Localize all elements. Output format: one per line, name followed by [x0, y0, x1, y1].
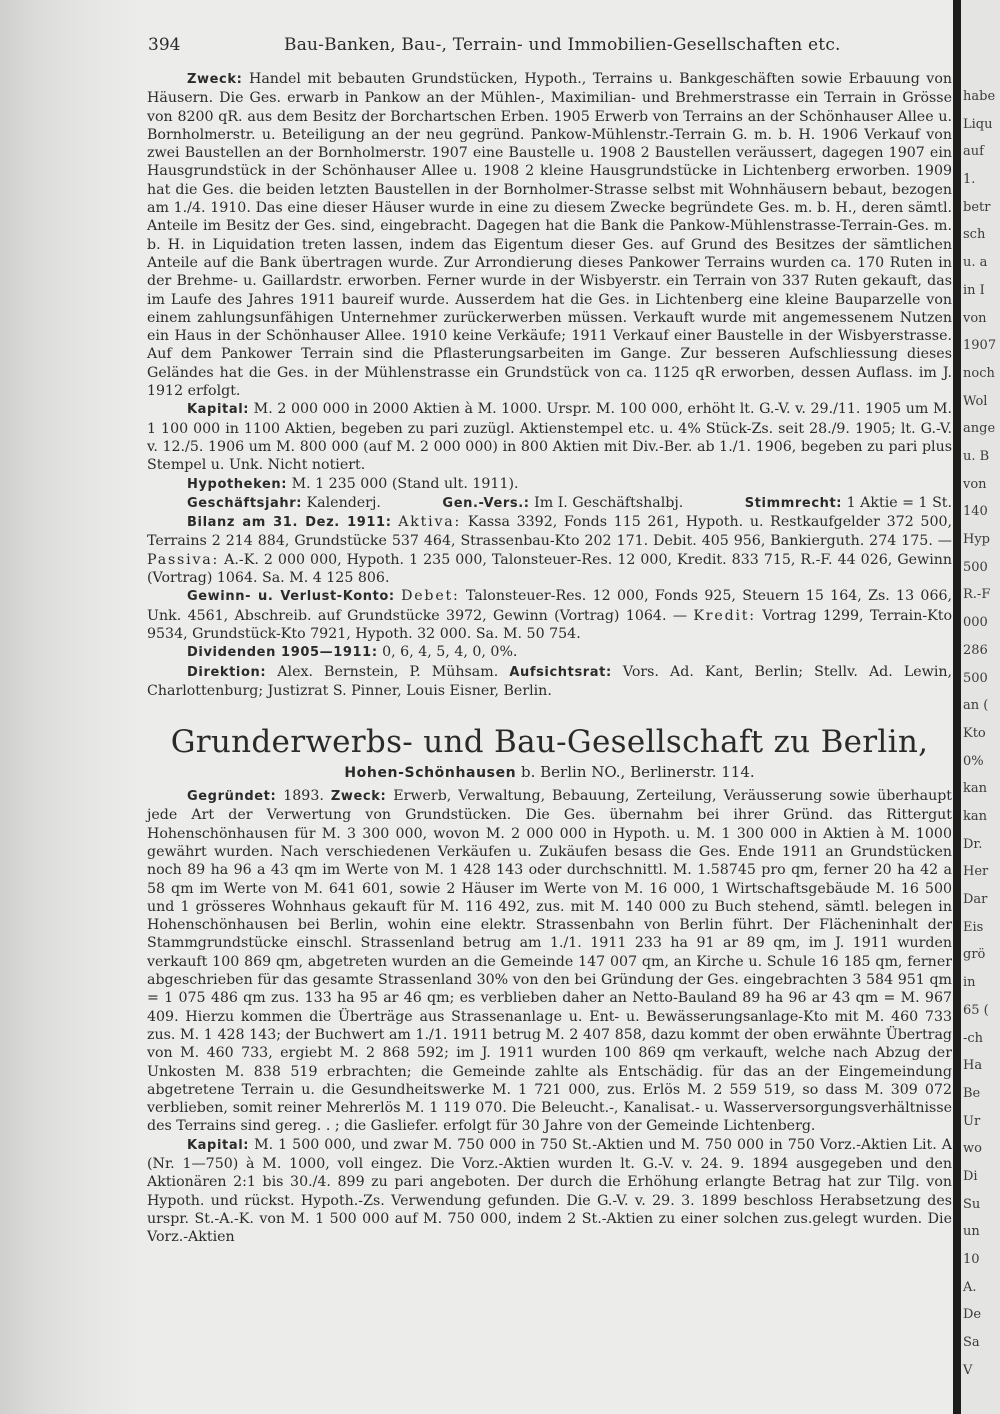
adjacent-page-fragment: -ch — [963, 1031, 984, 1046]
adjacent-page-fragment: ange — [963, 421, 996, 436]
adjacent-page-fragment: Kto — [963, 726, 986, 741]
adjacent-page-fragment: Sa — [963, 1335, 980, 1350]
adjacent-page-fragment: Dr. — [963, 837, 983, 852]
adjacent-page-fragment: u. B — [963, 449, 990, 464]
adjacent-page-fragment: Be — [963, 1086, 981, 1101]
adjacent-page-fragment: 000 — [963, 615, 988, 630]
adjacent-page-fragment: grö — [963, 947, 986, 962]
adjacent-page-fragment: wo — [963, 1141, 982, 1156]
adjacent-page-fragment: 0% — [963, 754, 984, 769]
entry2-kapital: Kapital: M. 1 500 000, und zwar M. 750 000 in 750 St.-Aktien und M. 750 000 in 750 Vorz.-Aktien Lit. A (Nr. 1—750) à M. 1000, voll eingez. Die Vorz.-Aktien wurden lt. G.-V. v. 24. 9. 1894 ausgegeben und den Aktionären 2:1 bis 30./4. 899 zu pari angeboten. Der durch die Erhöhung erlangte Betrag hat zur Tilg. von Hypoth. und rückst. Hypoth.-Zs. Verwendung gefunden. Die G.-V. v. 29. 3. 1899 beschloss Herabsetzung des urspr. St.-A.-K. von M. 1 500 000 auf M. 750 000, indem 2 St.-Aktien zu einer solchen zus.gelegt wurden. Die Vorz.-Aktien — [147, 1136, 952, 1246]
entry2-zweck: Gegründet: 1893. Zweck: Erwerb, Verwaltung, Bebauung, Zerteilung, Veräusserung sowie überhaupt jede Art der Verwertung von Grundstücken. Die Ges. übernahm bei ihrer Gründ. das Rittergut Hohenschönhausen für M. 3 300 000, wovon M. 2 000 000 in Hypoth. u. M. 1 300 000 in Aktien à M. 1000 gewährt wurden. Nach verschiedenen Verkäufen u. Zukäufen besass die Ges. Ende 1911 an Grundstücken noch 89 ha 96 a 43 qm im Werte von M. 1 428 143 oder durchschnittl. M. 1.58745 pro qm, ferner 20 ha 42 a 58 qm im Werte von M. 641 601, sowie 2 Häuser im Werte von M. 16 000, 1 Wirtschaftsgebäude M. 16 500 und 1 grösseres Wohnhaus gekauft für M. 116 492, zus. mit M. 140 000 zu Buch stehend, sämtl. belegen in Hohenschönhausen bei Berlin, wohin eine elektr. Strassenbahn von Berlin führt. Der Flächeninhalt der Stammgrundstücke einschl. Strassenland betrug am 1./1. 1911 233 ha 91 ar 89 qm, im J. 1911 wurden verkauft 100 869 qm, abgetreten wurden an die Gemeinde 147 007 qm, an Kirche u. Schule 16 185 qm, ferner abgeschrieben für das gesamte Strassenland 30% von den bei Gründung der Ges. eingebrachten 3 584 951 qm = 1 075 486 qm zus. 133 ha 95 ar 46 qm; es verblieben daher an Netto-Bauland 89 ha 96 ar 43 qm = M. 967 409. Hierzu kommen die Überträge aus Strassenanlage u. Ent- u. Bewässerungsanlage-Kto mit M. 460 733 zus. M. 1 428 143; der Buchwert am 1./1. 1911 betrug M. 2 407 858, dazu kommt der oben erwähnte Übertrag von M. 460 733, ergiebt M. 2 868 592; im J. 1911 wurden 100 869 qm verkauft, welche nach Abzug der Unkosten M. 838 519 erbrachten; die Gemeinde zahlte als Entschädig. für das an der Eingemeindung abgetretene Terrain u. die Gesundheitswerke M. 1 721 000, zus. Erlös M. 2 559 519, so dass M. 309 072 verblieben, somit reiner Mehrerlös M. 1 119 070. Die Beleucht.-, Kanalisat.- u. Wasserversorgungsverhältnisse des Terrains sind gereg. . ; die Gasliefer. erfolgt für 30 Jahre von der Gemeinde Lichtenberg. — [147, 788, 953, 1135]
adjacent-page-fragment: A. — [963, 1280, 977, 1295]
entry1-dividenden: Dividenden 1905—1911: 0, 6, 4, 5, 4, 0, 0%. — [187, 644, 518, 661]
adjacent-page-fragment: an ( — [963, 698, 989, 713]
adjacent-page-fragment: Ha — [963, 1058, 983, 1073]
adjacent-page-fragment: u. a — [963, 255, 988, 270]
adjacent-page-fragment: von — [963, 311, 987, 326]
company-title: Grunderwerbs- und Bau-Gesellschaft zu Berlin, — [170, 724, 929, 761]
adjacent-page-fragment: 1. — [963, 172, 976, 187]
adjacent-page-fragment: R.-F — [963, 587, 991, 602]
adjacent-page-fragment: Di — [963, 1169, 978, 1184]
entry1-hypotheken: Hypotheken: M. 1 235 000 (Stand ult. 1911). — [187, 475, 519, 492]
adjacent-page-fragment: von — [963, 477, 987, 492]
entry1-meta-row — [147, 494, 952, 513]
page-number: 394 — [148, 35, 181, 55]
adjacent-page-fragment: Su — [963, 1197, 981, 1212]
entry1-gewinn-verlust: Gewinn- u. Verlust-Konto: Debet: Talonsteuer-Res. 12 000, Fonds 925, Steuern 15 164, Zs. 13 066, Unk. 4561, Abschreib. auf Grundstücke 3972, Gewinn (Vortrag) 1064. — Kredit: Vortrag 1299, Terrain-Kto 9534, Grundstück-Kto 7921, Hypoth. 32 000. Sa. M. 50 754. — [147, 588, 953, 642]
adjacent-page-strip — [961, 0, 1000, 1414]
adjacent-page-fragment: Hyp — [963, 532, 991, 547]
page-gutter — [953, 0, 961, 1414]
page-header — [148, 30, 953, 60]
entry1-genvers: Gen.-Vers.: Im I. Geschäftshalbj. — [442, 494, 684, 511]
adjacent-page-fragment: Dar — [963, 892, 988, 907]
adjacent-page-fragment: in I — [963, 283, 985, 298]
entry1-zweck: Zweck: Handel mit bebauten Grundstücken, Hypoth., Terrains u. Bankgeschäften sowie Erbauung von Häusern. Die Ges. erwarb in Pankow an der Mühlen-, Maximilian- und Brehmerstrasse ein Terrain in Grösse von 8200 qR. aus dem Besitz der Borchartschen Erben. 1905 Erwerb von Terrains an der Schönhauser Allee u. Bornholmerstr. u. Beteiligung an der neu gegründ. Pankow-Mühlenstr.-Terrain G. m. b. H. 1906 Verkauf von zwei Baustellen an der Bornholmerstr. 1907 eine Baustelle u. 1908 2 Baustellen veräussert, dagegen 1907 ein Hausgrundstück in der Schönhauser Allee u. 1908 2 kleine Hausgrundstücke in Lichtenberg erworben. 1909 hat die Ges. die beiden letzten Baustellen in der Bornholmer-Strasse selbst mit Wohnhäusern bebaut, bezogen am 1./4. 1910. Das eine dieser Häuser wurde in eine zu diesem Zwecke begründete Ges. m. b. H., deren sämtl. Anteile im Besitz der Ges. sind, eingebracht. Dagegen hat die Bank die Pankow-Mühlenstrasse-Terrain-Ges. m. b. H. in Liquidation treten lassen, indem das Eigentum dieser Ges. auf Grund des Besitzes der sämtlichen Anteile auf die Bank übertragen wurde. Zur Arrondierung dieses Pankower Terrains wurden ca. 170 Ruten in der Brehme- u. Gaillardstr. erworben. Ferner wurde in der Wisbyerstr. ein Terrain von 337 Ruten gekauft, das im Laufe des Jahres 1911 baureif wurde. Ausserdem hat die Ges. in Lichtenberg eine kleine Bauparzelle von einem zahlungsunfähigen Unternehmer zurückerwerben müssen. Verkauft wurde mit angemessenem Nutzen ein Haus in der Schönhauser Allee. 1910 keine Verkäufe; 1911 Verkauf einer Baustelle in der Wisbyerstrasse. Auf dem Pankower Terrain sind die Pflasterungsarbeiten im Gange. Zur besseren Aufschliessung dieses Geländes hat die Ges. in der Mühlenstrasse ein Grundstück von ca. 1125 qR erworben, dessen Auflass. im J. 1912 erfolgt. — [147, 71, 953, 400]
adjacent-page-fragment: 140 — [963, 504, 988, 519]
adjacent-page-fragment: Ur — [963, 1114, 981, 1129]
adjacent-page-fragment: 286 — [963, 643, 988, 658]
entry1-bilanz: Bilanz am 31. Dez. 1911: Aktiva: Kassa 3392, Fonds 115 261, Hypoth. u. Restkaufgelder 372 500, Terrains 2 214 884, Grundstücke 537 464, Strassenbau-Kto 202 171. Debit. 405 956, Bankierguth. 274 175. — Passiva: A.-K. 2 000 000, Hypoth. 1 235 000, Talonsteuer-Res. 12 000, Kredit. 833 715, R.-F. 44 026, Gewinn (Vortrag) 1064. Sa. M. 4 125 806. — [147, 514, 953, 587]
page-content — [147, 70, 952, 1247]
adjacent-page-fragment: in — [963, 975, 976, 990]
entry1-direktion: Direktion: Alex. Bernstein, P. Mühsam. Aufsichtsrat: Vors. Ad. Kant, Berlin; Stellv. Ad. Lewin, Charlottenburg; Justizrat S. Pinner, Louis Eisner, Berlin. — [147, 663, 953, 699]
adjacent-page-fragment: habe — [963, 89, 996, 104]
adjacent-page-fragment: 500 — [963, 560, 988, 575]
adjacent-page-fragment: kan — [963, 781, 988, 796]
entry1-kapital: Kapital: M. 2 000 000 in 2000 Aktien à M. 1000. Urspr. M. 100 000, erhöht lt. G.-V. v. 29./11. 1905 um M. 1 100 000 in 1100 Aktien, begeben zu pari zuzügl. Aktienstempel etc. u. 4% Stück-Zs. seit 28./9. 1905; lt. G.-V. v. 12./5. 1906 um M. 800 000 (auf M. 2 000 000) in 800 Aktien mit Div.-Ber. ab 1./1. 1906, begeben zu pari plus Stempel u. Unk. Nicht notiert. — [147, 401, 952, 474]
adjacent-page-fragment: 1907 — [963, 338, 997, 353]
adjacent-page-fragment: V — [963, 1363, 973, 1378]
adjacent-page-fragment: kan — [963, 809, 988, 824]
adjacent-page-fragment: 65 ( — [963, 1003, 989, 1018]
page-binding-shadow — [0, 0, 140, 1414]
entry1-stimmrecht: Stimmrecht: 1 Aktie = 1 St. — [744, 494, 952, 511]
adjacent-page-fragment: sch — [963, 227, 986, 242]
entry1-geschaeftsjahr: Geschäftsjahr: Kalenderj. — [187, 494, 381, 511]
adjacent-page-fragment: Eis — [963, 920, 984, 935]
adjacent-page-fragment: Her — [963, 864, 989, 879]
adjacent-page-fragment: 500 — [963, 671, 988, 686]
adjacent-page-fragment: Wol — [963, 394, 988, 409]
adjacent-page-fragment: De — [963, 1307, 982, 1322]
company-address: Hohen-Schönhausen b. Berlin NO., Berlinerstr. 114. — [344, 763, 755, 782]
adjacent-page-fragment: un — [963, 1224, 980, 1239]
adjacent-page-fragment: 10 — [963, 1252, 980, 1267]
running-title: Bau-Banken, Bau-, Terrain- und Immobilien-Gesellschaften etc. — [284, 35, 841, 55]
adjacent-page-fragment: auf — [963, 144, 984, 159]
adjacent-page-fragment: noch — [963, 366, 995, 381]
adjacent-page-fragment: Liqu — [963, 117, 993, 132]
adjacent-page-fragment: betr — [963, 200, 991, 215]
